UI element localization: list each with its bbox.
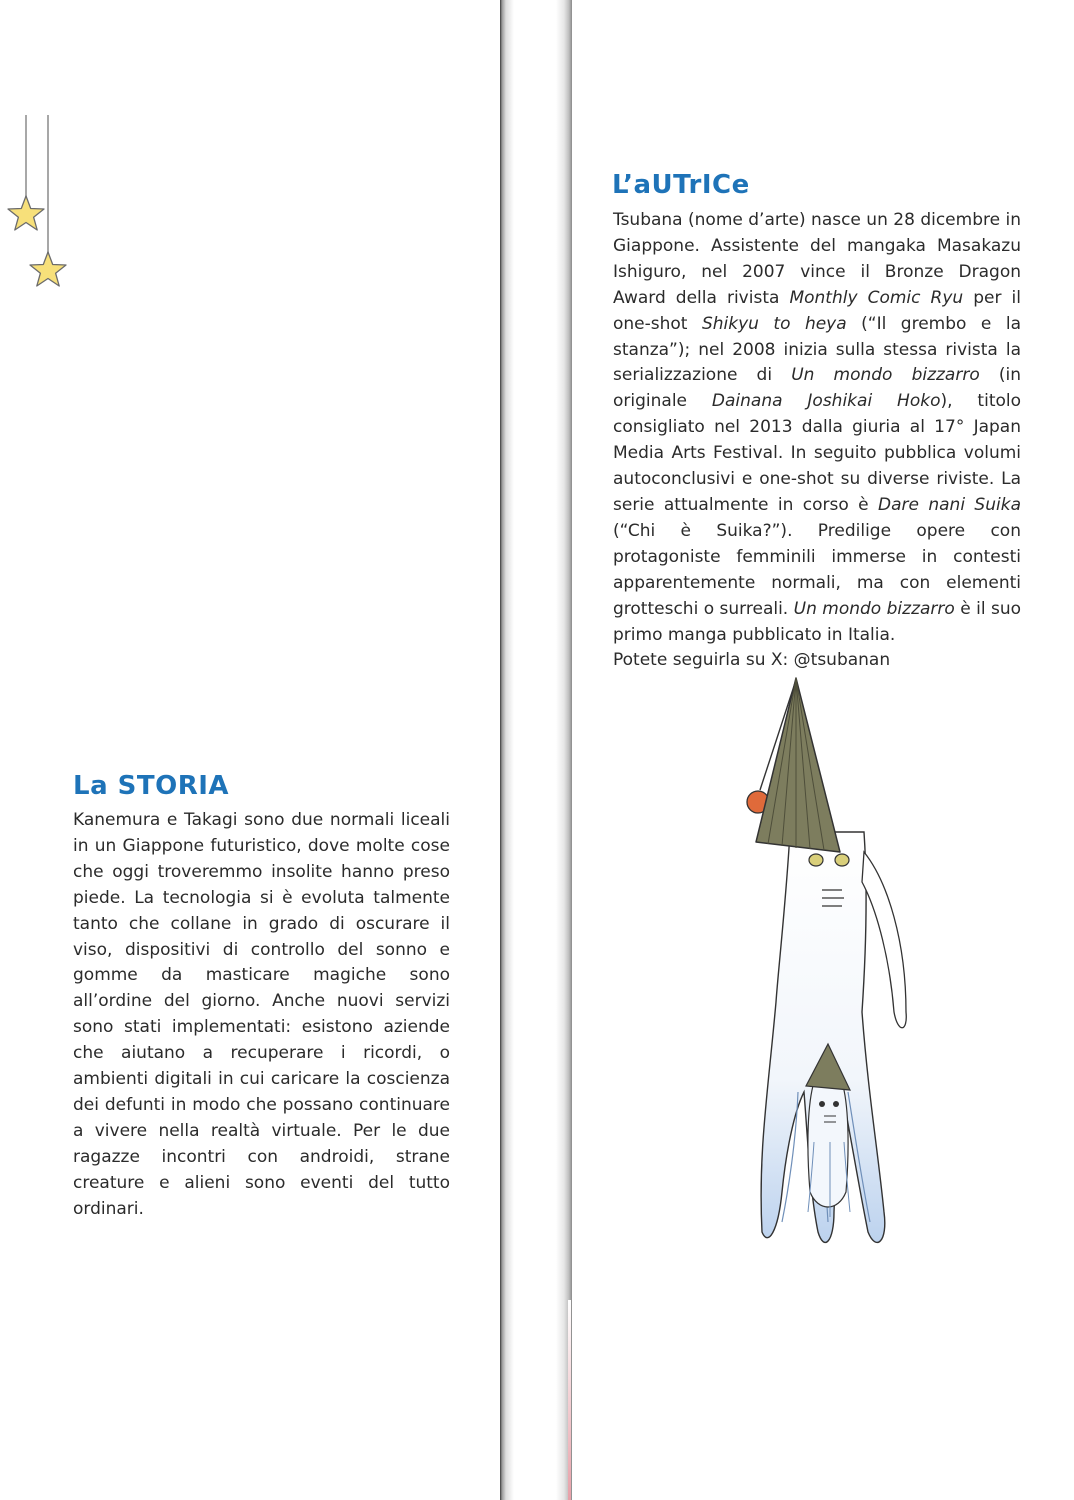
title-dare-nani-suika: Dare nani Suika xyxy=(878,494,1021,515)
social-handle: Potete seguirla su X: @tsubanan xyxy=(613,650,891,671)
hanging-star-icon xyxy=(30,252,66,286)
squid-creature-illustration xyxy=(738,672,918,1272)
section-title-autrice: L’aUTrICe xyxy=(612,170,750,200)
title-dainana-joshikai-hoko: Dainana Joshikai Hoko xyxy=(711,391,941,412)
author-text-7: è il suo primo manga pubblicato in Italia. xyxy=(613,598,1021,645)
title-shikyu-to-heya: Shikyu to heya xyxy=(701,313,847,334)
author-text-6: (“Chi è Suika?”). Predilige opere con protagoniste femminili immerse in contesti apparentemente normali, ma con elementi grotteschi o surreali. xyxy=(613,520,1021,619)
author-text-1: Tsubana (nome d’arte) nasce un 28 dicembre in Giappone. Assistente del mangaka Masakazu Ishiguro, nel 2007 vince il Bronze Dragon Award della rivista xyxy=(613,210,1021,308)
author-text-5: ), titolo consigliato nel 2013 dalla giuria al 17° Japan Media Arts Festival. In seguito pubblica volumi autoconclusivi e one-shot su diverse riviste. La serie attualmente in corso è xyxy=(613,391,1022,515)
story-paragraph: Kanemura e Takagi sono due normali liceali in un Giappone futuristico, dove molte cose che oggi troveremmo insolite hanno preso piede. La tecnologia si è evoluta talmente tanto che collane in grado di oscurare il viso, dispositivi di controllo del sonno e gomme da masticare magiche sono all’ordine del giorno. Anche nuovi servizi sono stati implementati: esistono aziende che aiutano a recuperare i ricordi, o ambienti digitali in cui caricare la coscienza dei defunti in modo che possano continuare a vivere nella realtà virtuale. Per le due ragazze incontri con androidi, strane creature e alieni sono eventi del tutto ordinari. xyxy=(73,810,450,1219)
author-text-3: (“Il grembo e la stanza”); nel 2008 inizia sulla stessa rivista la serializzazione di xyxy=(613,313,1021,386)
hanging-stars xyxy=(0,110,80,310)
author-text-4: (in originale xyxy=(613,365,1021,412)
author-text-2: per il one-shot xyxy=(613,287,1021,334)
page-edge xyxy=(568,1300,571,1500)
book-gutter xyxy=(500,0,572,1500)
title-monthly-comic-ryu: Monthly Comic Ryu xyxy=(789,287,964,308)
title-un-mondo-bizzarro: Un mondo bizzarro xyxy=(791,365,980,386)
author-paragraph xyxy=(613,208,1021,674)
hanging-star-icon xyxy=(8,196,44,230)
section-title-storia: La STORIA xyxy=(73,771,230,801)
title-un-mondo-bizzarro-2: Un mondo bizzarro xyxy=(793,598,955,619)
